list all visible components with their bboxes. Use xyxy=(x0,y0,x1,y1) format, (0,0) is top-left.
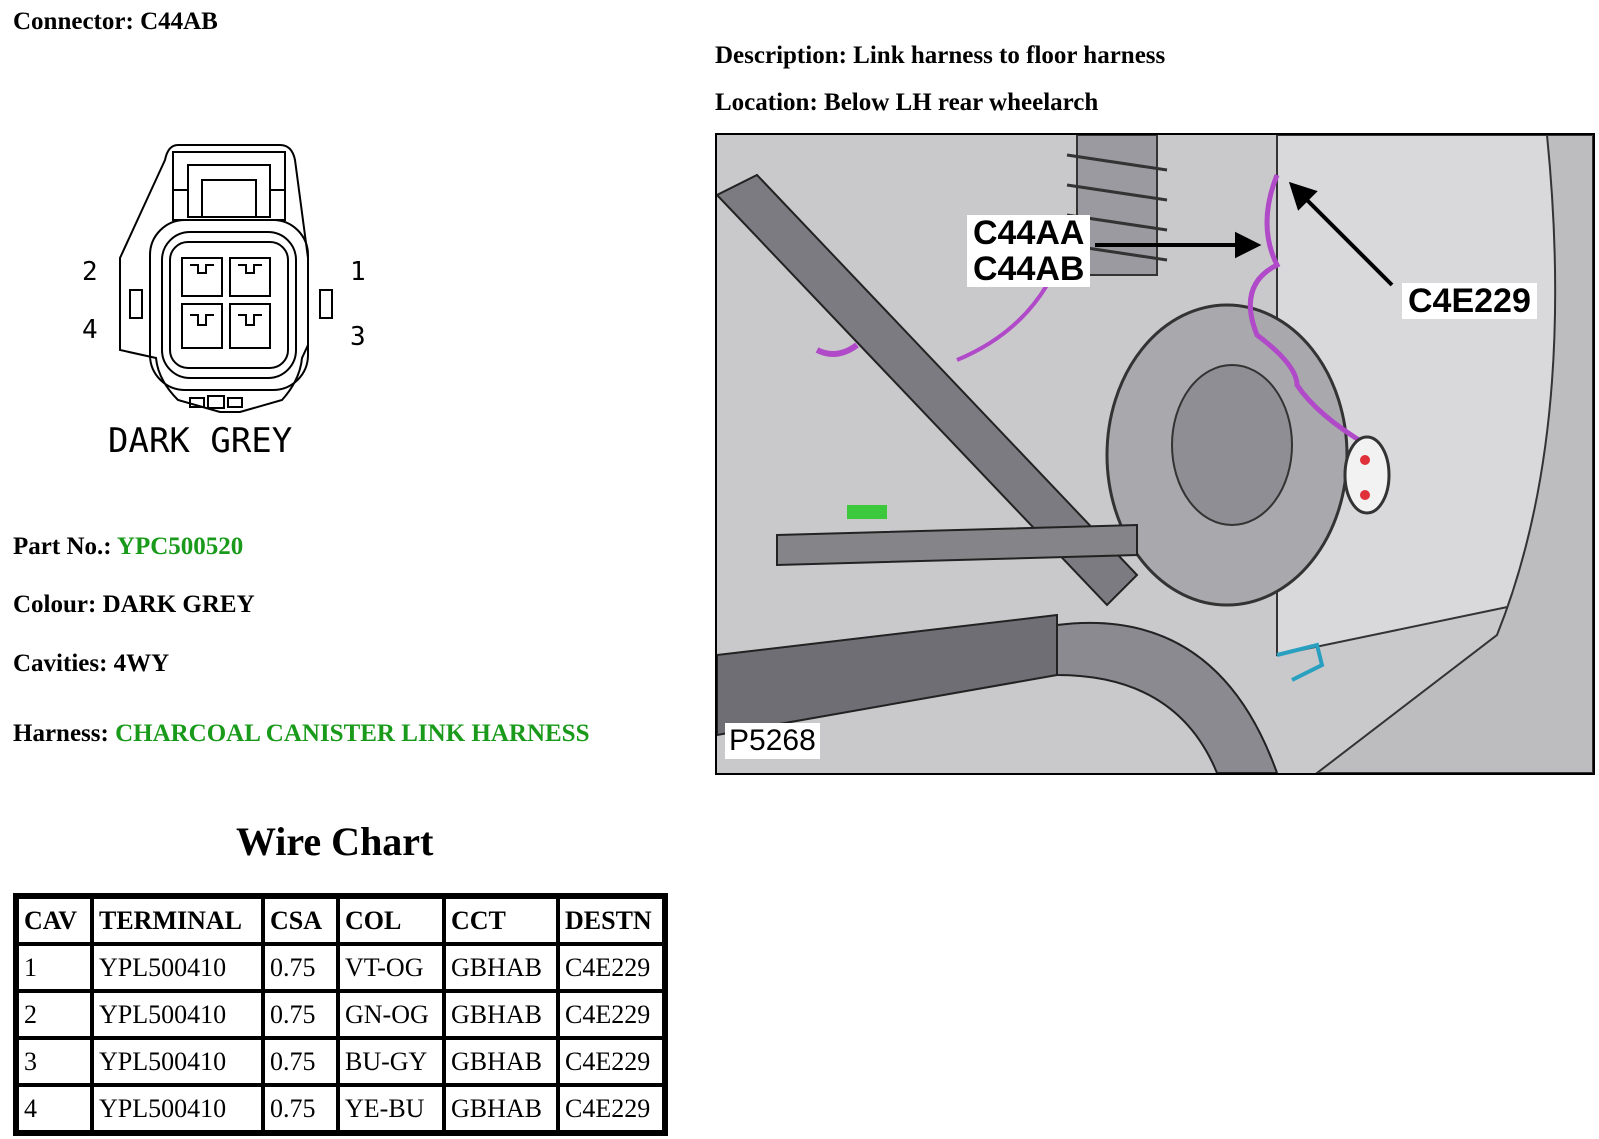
location-photo xyxy=(715,133,1595,775)
table-cell: GBHAB xyxy=(444,1038,558,1085)
table-cell: 1 xyxy=(17,944,92,991)
table-cell: C4E229 xyxy=(558,944,664,991)
table-row xyxy=(17,1085,664,1132)
location-value: Below LH rear wheelarch xyxy=(824,89,1099,116)
harness-link[interactable]: CHARCOAL CANISTER LINK HARNESS xyxy=(115,720,590,747)
table-cell: YPL500410 xyxy=(92,944,263,991)
table-header-row xyxy=(17,897,664,944)
table-cell: BU-GY xyxy=(338,1038,444,1085)
table-row xyxy=(17,944,664,991)
description-value: Link harness to floor harness xyxy=(853,42,1166,69)
table-cell: GN-OG xyxy=(338,991,444,1038)
column-header: CCT xyxy=(444,897,558,944)
table-cell: 3 xyxy=(17,1038,92,1085)
table-cell: YPL500410 xyxy=(92,1085,263,1132)
part-number-label: Part No.: xyxy=(13,533,112,560)
pin-1-label: 1 xyxy=(350,257,366,287)
table-row xyxy=(17,991,664,1038)
colour-label: Colour: xyxy=(13,591,97,618)
description-line xyxy=(715,42,1165,70)
table-cell: 0.75 xyxy=(263,1038,338,1085)
column-header: DESTN xyxy=(558,897,664,944)
connector-heading xyxy=(13,8,218,36)
callout-c44ab: C44AB xyxy=(973,250,1085,288)
pinout-colour-text: DARK GREY xyxy=(108,421,293,461)
vehicle-underside-illustration xyxy=(717,135,1593,773)
connector-pinout-diagram xyxy=(70,140,400,480)
colour-line xyxy=(13,591,255,619)
column-header: CSA xyxy=(263,897,338,944)
callout-c44aa: C44AA xyxy=(973,214,1085,252)
photo-reference: P5268 xyxy=(725,723,820,759)
cavities-value: 4WY xyxy=(113,650,170,677)
wire-chart-title: Wire Chart xyxy=(236,819,434,864)
column-header: CAV xyxy=(17,897,92,944)
callout-c44-connectors xyxy=(967,215,1090,287)
part-number-link[interactable]: YPC500520 xyxy=(116,533,244,560)
harness-label: Harness: xyxy=(13,720,109,747)
table-cell: GBHAB xyxy=(444,944,558,991)
harness-line xyxy=(13,720,589,748)
table-cell: GBHAB xyxy=(444,991,558,1038)
table-cell: 0.75 xyxy=(263,1085,338,1132)
wire-chart-table xyxy=(13,893,668,1136)
table-cell: 2 xyxy=(17,991,92,1038)
table-cell: C4E229 xyxy=(558,991,664,1038)
table-cell: YPL500410 xyxy=(92,1038,263,1085)
description-label: Description: xyxy=(715,42,847,69)
cavities-label: Cavities: xyxy=(13,650,108,677)
cavities-line xyxy=(13,650,169,678)
column-header: COL xyxy=(338,897,444,944)
table-cell: C4E229 xyxy=(558,1038,664,1085)
connector-label: Connector: xyxy=(13,8,134,35)
table-cell: YE-BU xyxy=(338,1085,444,1132)
table-cell: 0.75 xyxy=(263,944,338,991)
pin-3-label: 3 xyxy=(350,322,366,352)
table-row xyxy=(17,1038,664,1085)
location-line xyxy=(715,89,1098,117)
table-cell: YPL500410 xyxy=(92,991,263,1038)
table-cell: VT-OG xyxy=(338,944,444,991)
table-cell: GBHAB xyxy=(444,1085,558,1132)
pin-2-label: 2 xyxy=(82,257,98,287)
table-cell: C4E229 xyxy=(558,1085,664,1132)
table-cell: 4 xyxy=(17,1085,92,1132)
connector-value: C44AB xyxy=(140,8,218,35)
location-label: Location: xyxy=(715,89,818,116)
pin-4-label: 4 xyxy=(82,315,98,345)
part-number-line xyxy=(13,533,243,561)
table-cell: 0.75 xyxy=(263,991,338,1038)
callout-c4e229: C4E229 xyxy=(1402,283,1537,319)
column-header: TERMINAL xyxy=(92,897,263,944)
colour-value: DARK GREY xyxy=(102,591,255,618)
